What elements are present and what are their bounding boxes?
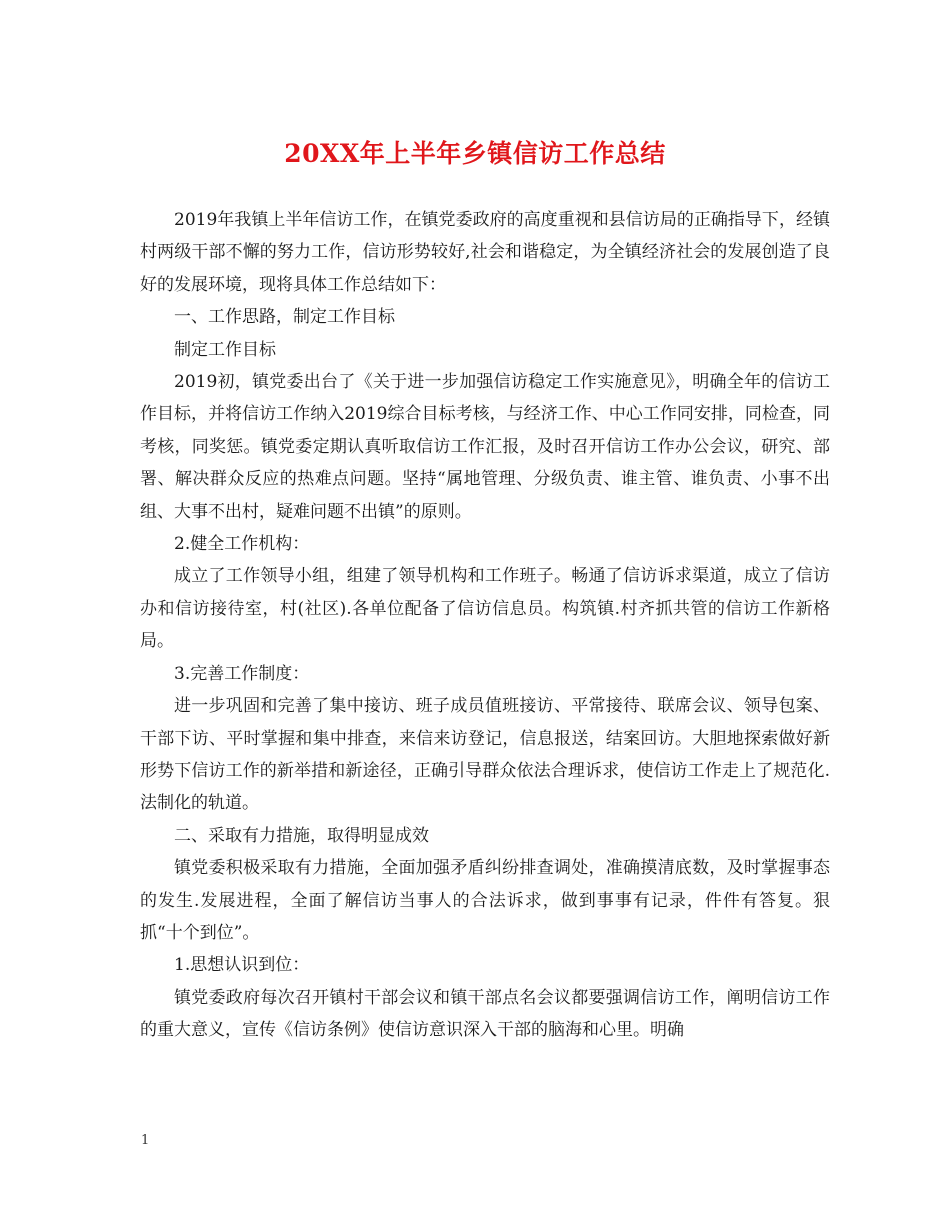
document-title: 20XX年上半年乡镇信访工作总结	[284, 139, 666, 168]
paragraph-goals: 2019初，镇党委出台了《关于进一步加强信访稳定工作实施意见》，明确全年的信访工作目标，并将信访工作纳入2019综合目标考核，与经济工作、中心工作同安排，同检查，同考核，同奖惩。镇党委定期认真听取信访工作汇报，及时召开信访工作办公会议，研究、部署、解决群众反应的热难点问题。坚持“属地管理、分级负责、谁主管、谁负责、小事不出组、大事不出村，疑难问题不出镇”的原则。	[140, 372, 830, 522]
paragraph-organization: 成立了工作领导小组，组建了领导机构和工作班子。畅通了信访诉求渠道，成立了信访办和信访接待室，村(社区).各单位配备了信访信息员。构筑镇.村齐抓共管的信访工作新格局。	[140, 566, 830, 652]
paragraph-awareness: 镇党委政府每次召开镇村干部会议和镇干部点名会议都要强调信访工作，阐明信访工作的重大意义，宣传《信访条例》使信访意识深入干部的脑海和心里。明确	[140, 987, 830, 1041]
document-body	[140, 204, 830, 1047]
subheading-awareness: 1.思想认识到位：	[174, 955, 310, 976]
subheading-goals: 制定工作目标	[174, 339, 276, 360]
paragraph-system: 进一步巩固和完善了集中接访、班子成员值班接访、平常接待、联席会议、领导包案、干部下访、平时掌握和集中排查，来信来访登记，信息报送，结案回访。大胆地探索做好新形势下信访工作的新举措和新途径，正确引导群众依法合理诉求，使信访工作走上了规范化.法制化的轨道。	[140, 696, 830, 814]
subheading-organization: 2.健全工作机构：	[174, 534, 310, 555]
section-heading-1: 一、工作思路，制定工作目标	[174, 307, 395, 328]
paragraph-measures: 镇党委积极采取有力措施，全面加强矛盾纠纷排查调处，准确摸清底数，及时掌握事态的发生.发展进程，全面了解信访当事人的合法诉求，做到事事有记录，件件有答复。狠抓“十个到位”。	[140, 858, 830, 943]
paragraph-intro: 2019年我镇上半年信访工作，在镇党委政府的高度重视和县信访局的正确指导下，经镇村两级干部不懈的努力工作，信访形势较好,社会和谐稳定，为全镇经济社会的发展创造了良好的发展环境，现将具体工作总结如下：	[140, 210, 830, 295]
subheading-system: 3.完善工作制度：	[174, 663, 310, 684]
page-number: 1	[141, 1133, 150, 1148]
section-heading-2: 二、采取有力措施，取得明显成效	[174, 825, 429, 846]
